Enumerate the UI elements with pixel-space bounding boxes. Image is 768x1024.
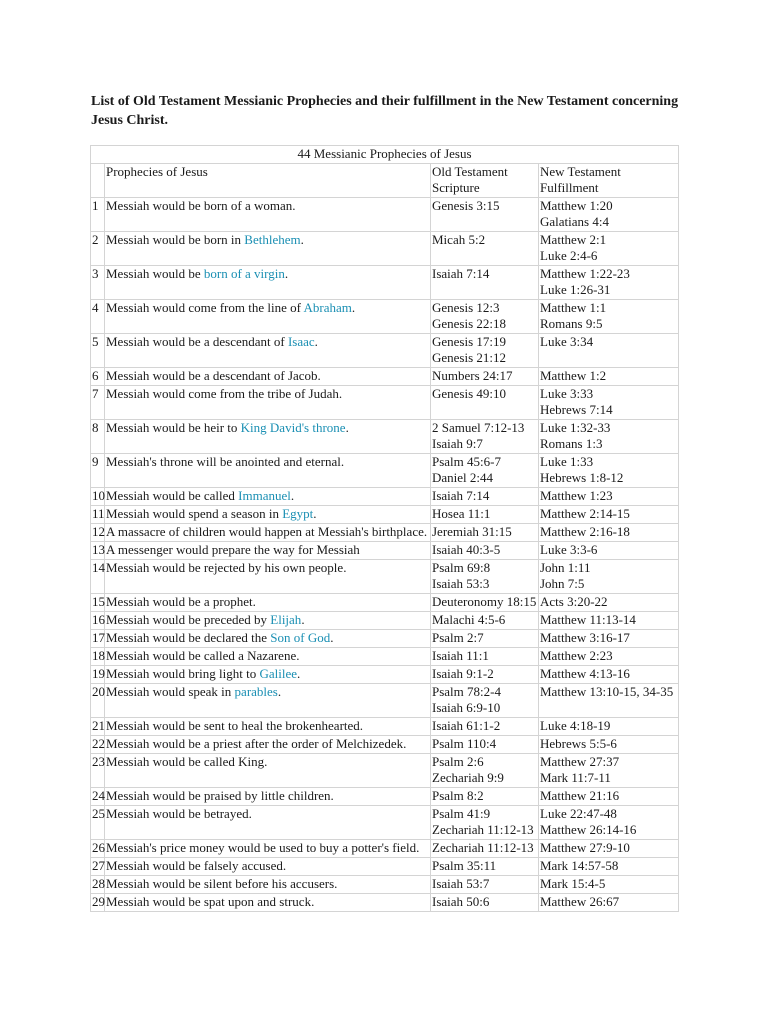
new-testament-cell	[539, 506, 679, 524]
prophecy-text: Messiah would be betrayed.	[106, 806, 252, 821]
row-number: 20	[91, 684, 105, 718]
old-testament-cell	[431, 368, 539, 386]
new-testament-ref: Hebrews 1:8-12	[540, 470, 624, 485]
row-number: 13	[91, 542, 105, 560]
prophecy-text-end: .	[284, 266, 289, 281]
old-testament-cell	[431, 506, 539, 524]
table-row	[91, 300, 679, 334]
prophecy-text: Messiah would be preceded by	[106, 612, 271, 627]
prophecy-text: Messiah would be	[106, 266, 204, 281]
new-testament-cell	[539, 630, 679, 648]
new-testament-ref: Matthew 1:22-23	[540, 266, 630, 281]
old-testament-cell	[431, 386, 539, 420]
new-testament-cell	[539, 648, 679, 666]
old-testament-cell	[431, 858, 539, 876]
prophecy-text: Messiah would come from the tribe of Judah.	[106, 386, 343, 401]
prophecy-text: Messiah would speak in	[106, 684, 235, 699]
old-testament-ref: Genesis 22:18	[432, 316, 507, 331]
row-number: 21	[91, 718, 105, 736]
new-testament-ref: Luke 22:47-48	[540, 806, 617, 821]
table-row	[91, 198, 679, 232]
old-testament-cell	[431, 488, 539, 506]
new-testament-ref: Hebrews 7:14	[540, 402, 613, 417]
new-testament-ref: Romans 1:3	[540, 436, 603, 451]
header-num	[91, 164, 105, 198]
prophecy-text: Messiah would be praised by little children.	[106, 788, 334, 803]
row-number: 25	[91, 806, 105, 840]
prophecy-text: Messiah would be called King.	[106, 754, 268, 769]
prophecy-text: Messiah would be spat upon and struck.	[106, 894, 315, 909]
row-number: 26	[91, 840, 105, 858]
new-testament-cell	[539, 488, 679, 506]
prophecy-cell	[105, 368, 431, 386]
row-number: 10	[91, 488, 105, 506]
prophecy-cell	[105, 560, 431, 594]
old-testament-ref: Zechariah 9:9	[432, 770, 504, 785]
new-testament-cell	[539, 368, 679, 386]
prophecy-text-end: .	[301, 612, 305, 627]
new-testament-cell	[539, 594, 679, 612]
prophecy-table	[90, 145, 679, 912]
old-testament-cell	[431, 736, 539, 754]
prophecy-text: A massacre of children would happen at Messiah's birthplace.	[106, 524, 428, 539]
new-testament-cell	[539, 542, 679, 560]
prophecy-text: Messiah would be called	[106, 488, 239, 503]
prophecy-cell	[105, 612, 431, 630]
new-testament-ref: Matthew 26:67	[540, 894, 620, 909]
old-testament-ref: Zechariah 11:12-13	[432, 840, 534, 855]
table-row	[91, 858, 679, 876]
prophecy-cell	[105, 806, 431, 840]
new-testament-ref: Acts 3:20-22	[540, 594, 608, 609]
old-testament-cell	[431, 666, 539, 684]
new-testament-ref: Matthew 3:16-17	[540, 630, 630, 645]
new-testament-ref: Matthew 2:16-18	[540, 524, 630, 539]
old-testament-ref: Malachi 4:5-6	[432, 612, 506, 627]
table-row	[91, 420, 679, 454]
prophecy-text-end: .	[314, 334, 318, 349]
table-row	[91, 542, 679, 560]
prophecy-link[interactable]: Elijah	[270, 612, 302, 627]
prophecy-cell	[105, 232, 431, 266]
old-testament-cell	[431, 648, 539, 666]
old-testament-cell	[431, 300, 539, 334]
table-row	[91, 684, 679, 718]
old-testament-cell	[431, 524, 539, 542]
new-testament-ref: Matthew 27:9-10	[540, 840, 630, 855]
prophecy-cell	[105, 488, 431, 506]
prophecy-text: Messiah would be born of a woman.	[106, 198, 296, 213]
header-old-testament: Old Testament Scripture	[431, 164, 539, 198]
prophecy-text-end: .	[300, 232, 304, 247]
new-testament-ref: Galatians 4:4	[540, 214, 609, 229]
old-testament-ref: Genesis 17:19	[432, 334, 507, 349]
prophecy-cell	[105, 684, 431, 718]
prophecy-text-end: .	[297, 666, 301, 681]
old-testament-ref: Micah 5:2	[432, 232, 486, 247]
row-number: 27	[91, 858, 105, 876]
new-testament-ref: Luke 2:4-6	[540, 248, 598, 263]
new-testament-ref: Matthew 4:13-16	[540, 666, 630, 681]
prophecy-text: Messiah would be falsely accused.	[106, 858, 287, 873]
new-testament-ref: Hebrews 5:5-6	[540, 736, 617, 751]
table-row	[91, 560, 679, 594]
table-row	[91, 488, 679, 506]
new-testament-ref: Matthew 2:14-15	[540, 506, 630, 521]
old-testament-cell	[431, 560, 539, 594]
new-testament-ref: John 1:11	[540, 560, 591, 575]
old-testament-ref: Isaiah 53:7	[432, 876, 490, 891]
new-testament-cell	[539, 560, 679, 594]
old-testament-cell	[431, 594, 539, 612]
prophecy-text: Messiah would bring light to	[106, 666, 260, 681]
table-row	[91, 612, 679, 630]
new-testament-ref: Matthew 2:23	[540, 648, 613, 663]
new-testament-ref: Matthew 1:20	[540, 198, 613, 213]
prophecy-link[interactable]: Egypt	[282, 506, 314, 521]
prophecy-cell	[105, 542, 431, 560]
row-number: 9	[91, 454, 105, 488]
prophecy-cell	[105, 300, 431, 334]
prophecy-text-end: .	[330, 630, 334, 645]
old-testament-ref: Psalm 45:6-7	[432, 454, 501, 469]
new-testament-cell	[539, 684, 679, 718]
table-caption: 44 Messianic Prophecies of Jesus	[91, 146, 679, 164]
old-testament-ref: Genesis 3:15	[432, 198, 500, 213]
old-testament-cell	[431, 840, 539, 858]
row-number: 5	[91, 334, 105, 368]
prophecy-text: Messiah would be called a Nazarene.	[106, 648, 300, 663]
new-testament-ref: Luke 3:3-6	[540, 542, 598, 557]
prophecy-cell	[105, 648, 431, 666]
new-testament-cell	[539, 788, 679, 806]
old-testament-ref: Genesis 49:10	[432, 386, 507, 401]
table-row	[91, 754, 679, 788]
new-testament-ref: Matthew 13:10-15, 34-35	[540, 684, 674, 699]
row-number: 4	[91, 300, 105, 334]
old-testament-ref: Isaiah 9:1-2	[432, 666, 494, 681]
table-row	[91, 630, 679, 648]
table-row	[91, 894, 679, 912]
prophecy-link[interactable]: Bethlehem	[244, 232, 301, 247]
old-testament-ref: Isaiah 7:14	[432, 488, 490, 503]
new-testament-ref: Matthew 1:23	[540, 488, 613, 503]
prophecy-cell	[105, 754, 431, 788]
prophecy-cell	[105, 630, 431, 648]
new-testament-ref: Matthew 21:16	[540, 788, 620, 803]
header-new-testament: New Testament Fulfillment	[539, 164, 679, 198]
prophecy-link[interactable]: Isaac	[287, 334, 315, 349]
prophecy-text: Messiah would be heir to	[106, 420, 241, 435]
row-number: 22	[91, 736, 105, 754]
new-testament-ref: Matthew 11:13-14	[540, 612, 636, 627]
new-testament-ref: Mark 14:57-58	[540, 858, 619, 873]
prophecy-cell	[105, 788, 431, 806]
old-testament-ref: Psalm 8:2	[432, 788, 484, 803]
new-testament-cell	[539, 334, 679, 368]
prophecy-cell	[105, 840, 431, 858]
prophecy-cell	[105, 334, 431, 368]
table-row	[91, 736, 679, 754]
new-testament-ref: Matthew 27:37	[540, 754, 620, 769]
new-testament-ref: Luke 4:18-19	[540, 718, 611, 733]
new-testament-ref: Matthew 2:1	[540, 232, 607, 247]
prophecy-cell	[105, 386, 431, 420]
old-testament-ref: Zechariah 11:12-13	[432, 822, 534, 837]
old-testament-ref: Isaiah 61:1-2	[432, 718, 501, 733]
new-testament-cell	[539, 266, 679, 300]
prophecy-text: A messenger would prepare the way for Messiah	[106, 542, 360, 557]
new-testament-ref: Matthew 26:14-16	[540, 822, 637, 837]
old-testament-ref: Isaiah 7:14	[432, 266, 490, 281]
new-testament-ref: Luke 3:34	[540, 334, 594, 349]
prophecy-text-end: .	[313, 506, 317, 521]
prophecy-cell	[105, 736, 431, 754]
table-row	[91, 594, 679, 612]
prophecy-text: Messiah would be sent to heal the brokenhearted.	[106, 718, 364, 733]
prophecy-link[interactable]: Abraham	[303, 300, 352, 315]
table-row	[91, 266, 679, 300]
new-testament-cell	[539, 612, 679, 630]
old-testament-ref: Genesis 21:12	[432, 350, 507, 365]
old-testament-cell	[431, 542, 539, 560]
table-row	[91, 368, 679, 386]
prophecy-cell	[105, 876, 431, 894]
prophecy-cell	[105, 420, 431, 454]
old-testament-cell	[431, 630, 539, 648]
prophecy-text-end: .	[277, 684, 282, 699]
row-number: 3	[91, 266, 105, 300]
prophecy-text: Messiah would be a prophet.	[106, 594, 256, 609]
old-testament-ref: Isaiah 6:9-10	[432, 700, 501, 715]
old-testament-cell	[431, 788, 539, 806]
table-row	[91, 788, 679, 806]
new-testament-cell	[539, 806, 679, 840]
row-number: 23	[91, 754, 105, 788]
prophecy-cell	[105, 506, 431, 524]
row-number: 15	[91, 594, 105, 612]
prophecy-text-end: .	[351, 300, 356, 315]
table-body	[91, 198, 679, 912]
old-testament-ref: Isaiah 50:6	[432, 894, 490, 909]
old-testament-cell	[431, 806, 539, 840]
table-row	[91, 506, 679, 524]
prophecy-link[interactable]: Son of God	[270, 630, 331, 645]
new-testament-cell	[539, 454, 679, 488]
prophecy-cell	[105, 454, 431, 488]
old-testament-ref: Jeremiah 31:15	[432, 524, 512, 539]
old-testament-ref: Psalm 2:7	[432, 630, 484, 645]
prophecy-cell	[105, 266, 431, 300]
old-testament-cell	[431, 754, 539, 788]
old-testament-ref: Isaiah 9:7	[432, 436, 483, 451]
old-testament-cell	[431, 420, 539, 454]
new-testament-ref: Luke 1:32-33	[540, 420, 611, 435]
old-testament-ref: Hosea 11:1	[432, 506, 491, 521]
prophecy-cell	[105, 858, 431, 876]
row-number: 18	[91, 648, 105, 666]
old-testament-ref: Genesis 12:3	[432, 300, 500, 315]
prophecy-cell	[105, 894, 431, 912]
old-testament-ref: Psalm 35:11	[432, 858, 497, 873]
old-testament-cell	[431, 454, 539, 488]
new-testament-cell	[539, 524, 679, 542]
old-testament-ref: Psalm 110:4	[432, 736, 497, 751]
new-testament-cell	[539, 718, 679, 736]
old-testament-cell	[431, 718, 539, 736]
new-testament-ref: Mark 15:4-5	[540, 876, 606, 891]
row-number: 8	[91, 420, 105, 454]
old-testament-ref: Psalm 2:6	[432, 754, 484, 769]
row-number: 19	[91, 666, 105, 684]
prophecy-text: Messiah's throne will be anointed and eternal.	[106, 454, 345, 469]
new-testament-ref: Matthew 1:1	[540, 300, 607, 315]
new-testament-cell	[539, 736, 679, 754]
new-testament-cell	[539, 198, 679, 232]
new-testament-ref: Luke 3:33	[540, 386, 594, 401]
row-number: 28	[91, 876, 105, 894]
table-row	[91, 806, 679, 840]
old-testament-cell	[431, 232, 539, 266]
new-testament-ref: Mark 11:7-11	[540, 770, 611, 785]
new-testament-cell	[539, 858, 679, 876]
prophecy-text-end: .	[345, 420, 349, 435]
old-testament-cell	[431, 198, 539, 232]
row-number: 24	[91, 788, 105, 806]
prophecy-link[interactable]: Galilee	[259, 666, 298, 681]
row-number: 16	[91, 612, 105, 630]
old-testament-cell	[431, 612, 539, 630]
new-testament-ref: John 7:5	[540, 576, 585, 591]
prophecy-cell	[105, 594, 431, 612]
old-testament-cell	[431, 894, 539, 912]
row-number: 1	[91, 198, 105, 232]
prophecy-cell	[105, 198, 431, 232]
prophecy-text: Messiah would be rejected by his own people.	[106, 560, 347, 575]
header-prophecy: Prophecies of Jesus	[105, 164, 431, 198]
old-testament-ref: Isaiah 11:1	[432, 648, 489, 663]
old-testament-cell	[431, 334, 539, 368]
table-row	[91, 232, 679, 266]
prophecy-link[interactable]: Immanuel	[238, 488, 291, 503]
new-testament-ref: Romans 9:5	[540, 316, 603, 331]
new-testament-cell	[539, 840, 679, 858]
new-testament-ref: Luke 1:33	[540, 454, 594, 469]
row-number: 6	[91, 368, 105, 386]
new-testament-cell	[539, 420, 679, 454]
table-row	[91, 524, 679, 542]
table-row	[91, 386, 679, 420]
prophecy-text: Messiah would be born in	[106, 232, 245, 247]
table-header-row	[91, 164, 679, 198]
prophecy-text: Messiah would come from the line of	[106, 300, 304, 315]
table-row	[91, 454, 679, 488]
old-testament-cell	[431, 684, 539, 718]
new-testament-cell	[539, 300, 679, 334]
new-testament-cell	[539, 876, 679, 894]
new-testament-cell	[539, 386, 679, 420]
row-number: 14	[91, 560, 105, 594]
prophecy-text: Messiah would be a descendant of Jacob.	[106, 368, 321, 383]
new-testament-cell	[539, 666, 679, 684]
prophecy-text: Messiah would be a priest after the order of Melchizedek.	[106, 736, 407, 751]
row-number: 17	[91, 630, 105, 648]
prophecy-cell	[105, 666, 431, 684]
row-number: 7	[91, 386, 105, 420]
new-testament-cell	[539, 894, 679, 912]
row-number: 11	[91, 506, 105, 524]
old-testament-ref: Psalm 69:8	[432, 560, 491, 575]
prophecy-text: Messiah would spend a season in	[106, 506, 283, 521]
old-testament-ref: Numbers 24:17	[432, 368, 513, 383]
prophecy-text: Messiah would be a descendant of	[106, 334, 288, 349]
table-row	[91, 718, 679, 736]
prophecy-cell	[105, 718, 431, 736]
table-row	[91, 334, 679, 368]
table-row	[91, 648, 679, 666]
table-row	[91, 876, 679, 894]
prophecy-link[interactable]: parables	[234, 684, 278, 699]
prophecy-text: Messiah would be declared the	[106, 630, 271, 645]
prophecy-text-end: .	[290, 488, 295, 503]
table-row	[91, 666, 679, 684]
new-testament-ref: Luke 1:26-31	[540, 282, 611, 297]
row-number: 12	[91, 524, 105, 542]
prophecy-text: Messiah's price money would be used to buy a potter's field.	[106, 840, 420, 855]
prophecy-link[interactable]: born of a virgin	[203, 266, 285, 281]
old-testament-cell	[431, 266, 539, 300]
old-testament-ref: Psalm 41:9	[432, 806, 491, 821]
old-testament-ref: Daniel 2:44	[432, 470, 494, 485]
old-testament-cell	[431, 876, 539, 894]
page-title: List of Old Testament Messianic Prophecies and their fulfillment in the New Testament concerning Jesus Christ.	[91, 94, 679, 128]
new-testament-ref: Matthew 1:2	[540, 368, 607, 383]
prophecy-link[interactable]: King David's throne	[240, 420, 346, 435]
old-testament-ref: Isaiah 53:3	[432, 576, 490, 591]
old-testament-ref: Isaiah 40:3-5	[432, 542, 501, 557]
old-testament-ref: 2 Samuel 7:12-13	[432, 420, 525, 435]
prophecy-cell	[105, 524, 431, 542]
new-testament-cell	[539, 754, 679, 788]
table-row	[91, 840, 679, 858]
new-testament-cell	[539, 232, 679, 266]
prophecy-text: Messiah would be silent before his accusers.	[106, 876, 338, 891]
old-testament-ref: Deuteronomy 18:15	[432, 594, 537, 609]
old-testament-ref: Psalm 78:2-4	[432, 684, 501, 699]
row-number: 29	[91, 894, 105, 912]
row-number: 2	[91, 232, 105, 266]
